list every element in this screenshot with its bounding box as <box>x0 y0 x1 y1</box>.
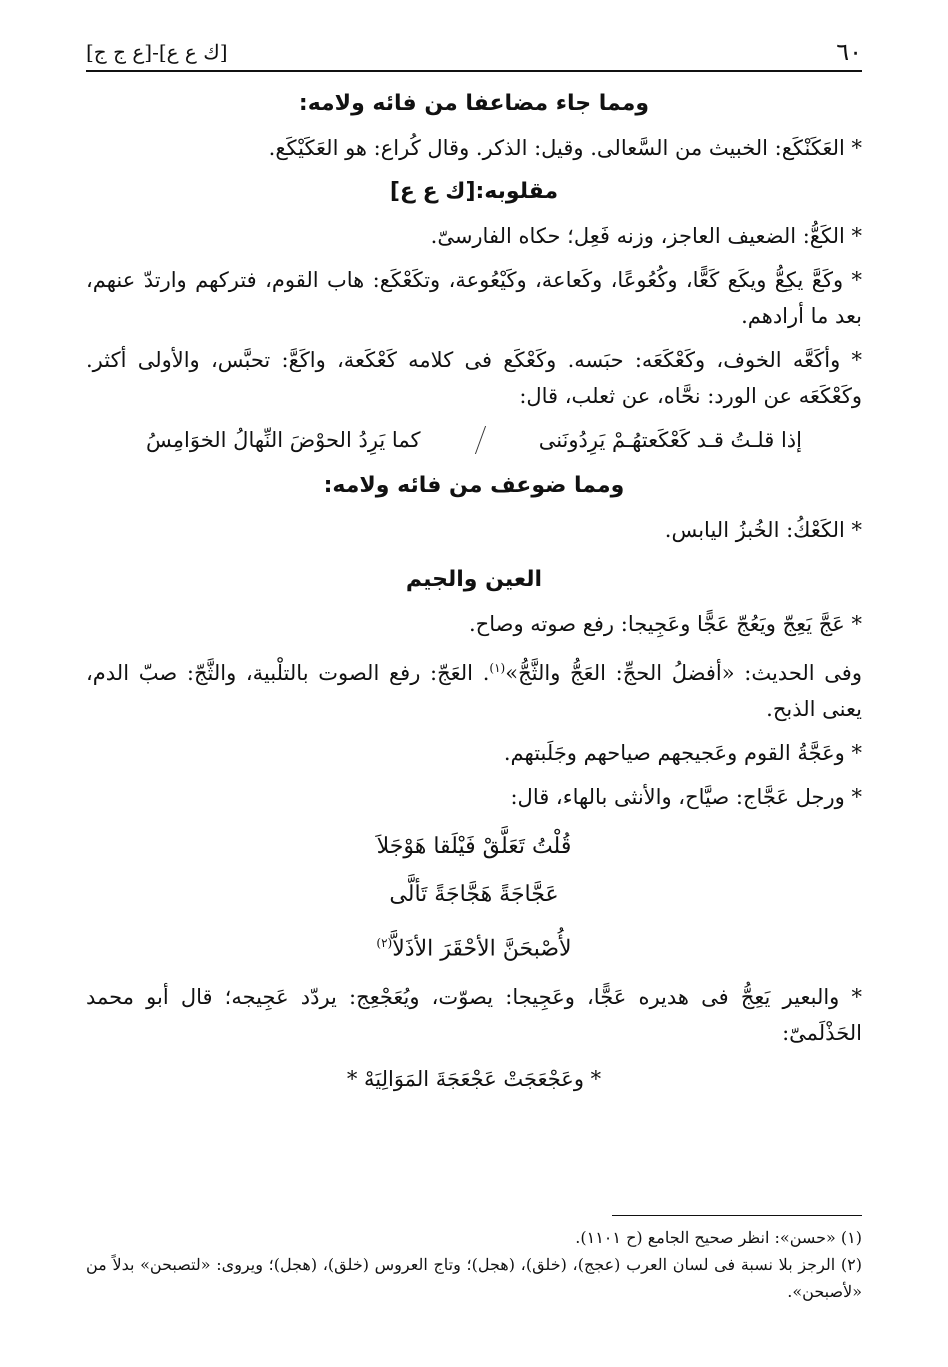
verse-first-hemistich: إذا قلـتُ قـد كَعْكَعتهُـمْ يَرِدُونَنى <box>538 428 802 452</box>
page-number: ٦٠ <box>836 38 862 66</box>
section-heading: ومما ضوعف من فائه ولامه: <box>323 473 625 498</box>
rajaz-line <box>86 919 862 973</box>
paragraph <box>86 650 862 727</box>
rajaz-line: قُلْتُ تَعَلَّقْ فَيْلَقا هَوْجَلاَ <box>376 834 572 859</box>
paragraph: * العَكَنْكَع: الخبيث من السَّعالى. وقيل: الذكر. وقال كُراع: هو العَكَيْكَع. <box>268 136 862 160</box>
closing-verse: * وعَجْعَجَتْ عَجْعَجَةَ المَوَالِيَهْ * <box>346 1067 602 1092</box>
footnote-marker: (١) <box>489 661 506 675</box>
footnote-divider <box>612 1215 862 1216</box>
main-text <box>86 82 862 1097</box>
section-heading: ومما جاء مضاعفا من فائه ولامه: <box>298 91 650 116</box>
hadith-text: وفى الحديث: «أفضلُ الحجِّ: العَجُّ والثَّجُّ» <box>505 661 862 685</box>
footnote: (٢) الرجز بلا نسبة فى لسان العرب (عجج)، (خلق)، (هجل)؛ وتاج العروس (خلق)، (هجل)؛ ويروى: «لتصبحن» بدلاً من «لأصبحن». <box>86 1255 862 1301</box>
paragraph: * عَجَّ يَعِجّ ويَعُجّ عَجًّا وعَجِيجا: رفع صوته وصاح. <box>468 612 862 636</box>
chapter-heading: العين والجيم <box>405 567 543 592</box>
footnote-marker: (٢) <box>376 936 393 950</box>
paragraph: * وأكَعَّه الخوف، وكَعْكَعَه: حبَسه. وكَعْكَع فى كلامه كَعْكَعة، واكَعَّ: تحبَّس، والأولى أكثر. وكَعْكَعَه عن الورد: نحَّاه، عن ثعلب، قال: <box>86 348 862 408</box>
footnote: (١) «حسن»: انظر صحيح الجامع (ح ١١٠١). <box>575 1228 862 1247</box>
poetry-verse <box>86 422 862 458</box>
paragraph: * وكَعَّ يكِعُّ ويكَع كَعًّا، وكُعُوعًا، وكَعاعة، وكَيْعُوعة، وتكَعْكَع: هاب القوم، فتركهم وارتدّ عنهم، بعد ما أرادهم. <box>86 268 862 328</box>
paragraph: * الكَعُّ: الضعيف العاجز، وزنه فَعِل؛ حكاه الفارسىّ. <box>430 224 862 248</box>
running-head: [ك ع ع]-[ع ج ج] <box>86 40 228 64</box>
paragraph: * والبعير يَعِجُّ فى هديره عَجًّا، وعَجِيجا: يصوّت، ويُعَجْعِج: يردّد عَجِيجه؛ قال أبو محمد الحَذْلَمىّ: <box>86 985 862 1046</box>
paragraph: * الكَعْكُ: الخُبزُ اليابس. <box>664 518 862 542</box>
hemistich-separator <box>473 426 486 454</box>
rajaz-line: عَجَّاجَةً هَجَّاجَةً تَألَّى <box>389 882 559 907</box>
hadith-explanation: . العَجّ: رفع الصوت بالتلْبية، والثَّجّ: صبّ الدم، يعنى الذبح. <box>86 661 862 721</box>
paragraph: * وعَجَّةُ القوم وعَجيجهم صياحهم وجَلَبتهم. <box>503 741 862 765</box>
section-heading: مقلوبه:[ك ع ع] <box>389 179 559 204</box>
rajaz-poem <box>86 823 862 973</box>
verse-second-hemistich: كما يَرِدُ الحوْضَ النِّهالُ الخوَامِسُ <box>146 428 421 452</box>
rajaz-line-text: لأُصْبحَنَّ الأحْقَرَ الأذَلاَّ <box>392 936 572 962</box>
footnotes <box>86 1224 862 1305</box>
paragraph: * ورجل عَجَّاج: صيَّاح، والأنثى بالهاء، قال: <box>510 785 862 809</box>
page-header <box>86 34 862 72</box>
